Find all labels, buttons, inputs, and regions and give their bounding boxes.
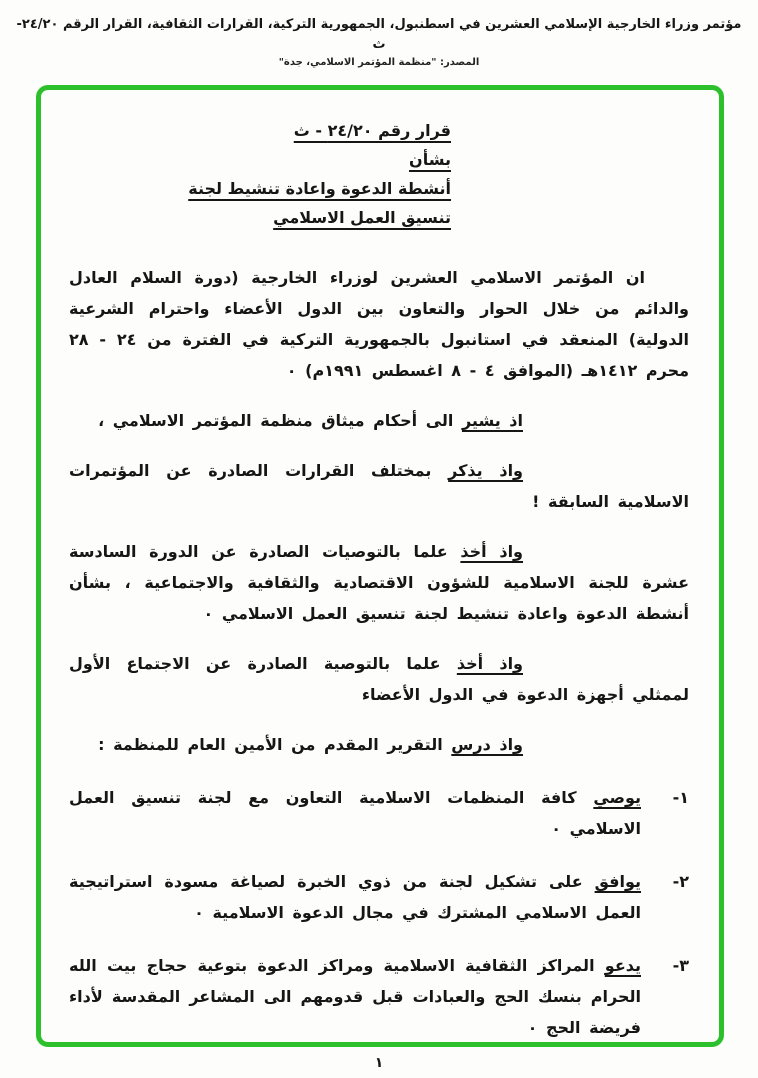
- item-number: ٣-: [672, 956, 689, 975]
- resolution-subject-line1-row: [69, 174, 451, 203]
- resolution-frame: [36, 85, 724, 1047]
- item-number: ٢-: [672, 872, 689, 891]
- clause-lead: اذ يشير: [461, 411, 523, 430]
- item-text: [69, 950, 641, 1043]
- citation-line: مؤتمر وزراء الخارجية الإسلامي العشرين في اسطنبول، الجمهورية التركية، القرارات الثقافية، القرار الرقم ٢٤/٢٠-ث: [16, 17, 742, 52]
- item-body: كافة المنظمات الاسلامية التعاون مع لجنة تنسيق العمل الاسلامي ٠: [69, 788, 641, 838]
- clause-lead: واذ يذكر: [448, 461, 524, 480]
- item-lead: يوافق: [594, 872, 642, 891]
- resolution-title-block: [69, 116, 451, 232]
- resolution-number-row: [69, 116, 451, 145]
- resolution-subject-line2-row: [69, 203, 451, 232]
- preamble-paragraph: ان المؤتمر الاسلامي العشرين لوزراء الخارجية (دورة السلام العادل والدائم من خلال الحوار والتعاون بين الدول الأعضاء واحترام الشرعية الدولية) المنعقد في استانبول بالجمهورية التركية في الفترة من ٢٤ - ٢٨ محرم ١٤١٢هـ (الموافق ٤ - ٨ اغسطس ١٩٩١م) ٠: [69, 268, 690, 380]
- clause-text: الى أحكام ميثاق منظمة المؤتمر الاسلامي ،: [98, 411, 454, 430]
- item-text: [69, 866, 641, 928]
- list-item-1: [69, 782, 689, 844]
- resolution-subject-line2: تنسيق العمل الاسلامي: [273, 208, 451, 227]
- clause-recalls-resolutions: [69, 455, 689, 517]
- clause-lead: واذ أخذ: [460, 542, 524, 561]
- item-body: المراكز الثقافية الاسلامية ومراكز الدعوة بتوعية حجاج بيت الله الحرام بنسك الحج والعبادات قبل قدومهم الى المشاعر المقدسة لأداء فريضة الحج ٠: [69, 956, 641, 1037]
- resolution-subject-word: بشأن: [409, 150, 451, 169]
- resolution-number: قرار رقم ٢٤/٢٠ - ث: [293, 121, 451, 140]
- document-header: [0, 0, 758, 68]
- clause-lead: واذ درس: [451, 735, 523, 754]
- item-text: [69, 782, 641, 844]
- resolution-subject-word-row: [69, 145, 451, 174]
- clause-recalls-charter: [69, 405, 689, 436]
- list-item-2: [69, 866, 689, 928]
- clause-text: علما بالتوصية الصادرة عن الاجتماع الأول لممثلي أجهزة الدعوة في الدول الأعضاء: [69, 654, 689, 704]
- clause-lead: واذ أخذ: [456, 654, 523, 673]
- clause-text: بمختلف القرارات الصادرة عن المؤتمرات الاسلامية السابقة !: [69, 461, 689, 511]
- item-body: على تشكيل لجنة من ذوي الخبرة لصياغة مسودة استراتيجية العمل الاسلامي المشترك في مجال الدعوة الاسلامية ٠: [69, 872, 641, 922]
- clause-examined-report: [69, 729, 689, 760]
- item-number: ١-: [672, 788, 689, 807]
- item-lead: يدعو: [604, 956, 641, 975]
- list-item-3: [69, 950, 689, 1043]
- page-number: ١: [374, 1055, 384, 1071]
- item-lead: يوصي: [593, 788, 641, 807]
- clause-notes-first-meeting: [69, 648, 689, 710]
- clause-text: التقرير المقدم من الأمين العام للمنظمة :: [98, 735, 443, 754]
- resolution-subject-line1: أنشطة الدعوة واعادة تنشيط لجنة: [188, 179, 451, 198]
- clause-notes-recommendations: [69, 536, 689, 629]
- clause-text: علما بالتوصيات الصادرة عن الدورة السادسة عشرة للجنة الاسلامية للشؤون الاقتصادية والثقافية والاجتماعية ، بشأن أنشطة الدعوة واعادة تنشيط لجنة تنسيق العمل الاسلامي ٠: [69, 542, 689, 623]
- source-line: المصدر: "منظمة المؤتمر الاسلامي، جدة": [278, 57, 480, 68]
